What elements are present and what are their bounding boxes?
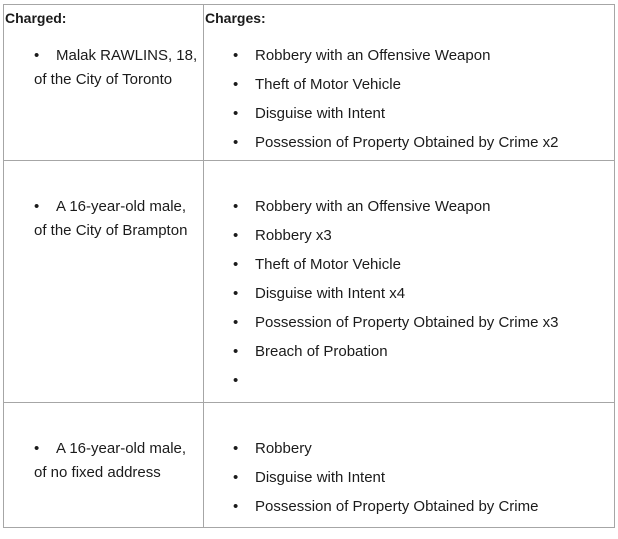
charge-text: Breach of Probation [255, 343, 388, 360]
bullet-icon: • [233, 47, 239, 64]
charges-cell [204, 403, 615, 528]
list-item [204, 369, 614, 398]
bullet-icon: • [233, 469, 239, 486]
charged-cell [4, 161, 204, 403]
bullet-icon: • [233, 285, 239, 302]
charged-cell [4, 403, 204, 528]
list-item [204, 495, 614, 524]
list-item [204, 311, 614, 340]
person-item [4, 437, 203, 485]
list-item [204, 253, 614, 282]
bullet-icon: • [233, 134, 239, 151]
person-location: of the City of Toronto [34, 71, 173, 88]
charges-table [3, 4, 615, 528]
person-item [4, 195, 203, 243]
bullet-icon: • [233, 76, 239, 93]
charge-list [204, 195, 614, 398]
bullet-icon: • [34, 198, 40, 215]
charge-text: Disguise with Intent [255, 469, 386, 486]
charge-text: Possession of Property Obtained by Crime [255, 498, 539, 515]
person-list [4, 195, 203, 243]
charge-list [204, 437, 614, 524]
list-item [204, 131, 614, 160]
charges-cell [204, 161, 615, 403]
bullet-icon: • [233, 314, 239, 331]
list-item [204, 282, 614, 311]
charge-text: Disguise with Intent x4 [255, 285, 406, 302]
bullet-icon: • [233, 498, 239, 515]
person-name: A 16-year-old male, [56, 198, 187, 215]
person-list [4, 437, 203, 485]
charge-text: Possession of Property Obtained by Crime x2 [255, 134, 559, 151]
charges-cell [204, 5, 615, 161]
person-list [4, 44, 203, 92]
charge-text: Robbery with an Offensive Weapon [255, 47, 491, 64]
charge-text: Theft of Motor Vehicle [255, 256, 401, 273]
list-item [204, 44, 614, 73]
list-item [204, 195, 614, 224]
bullet-icon: • [34, 47, 40, 64]
bullet-icon: • [233, 256, 239, 273]
person-location: of the City of Brampton [34, 222, 188, 239]
list-item [204, 102, 614, 131]
bullet-icon: • [233, 105, 239, 122]
person-name: A 16-year-old male, [56, 440, 187, 457]
bullet-icon: • [233, 198, 239, 215]
table-row [4, 403, 615, 528]
bullet-icon: • [233, 343, 239, 360]
charge-text: Robbery [255, 440, 312, 457]
charge-list [204, 44, 614, 160]
bullet-icon: • [233, 372, 239, 389]
person-location: of no fixed address [34, 464, 161, 481]
list-item [204, 340, 614, 369]
bullet-icon: • [34, 440, 40, 457]
list-item [204, 466, 614, 495]
person-item [4, 44, 203, 92]
charge-text: Possession of Property Obtained by Crime x3 [255, 314, 559, 331]
charge-text: Robbery with an Offensive Weapon [255, 198, 491, 215]
charged-cell [4, 5, 204, 161]
list-item [204, 437, 614, 466]
charged-header: Charged: [5, 10, 67, 26]
charge-text: Disguise with Intent [255, 105, 386, 122]
bullet-icon: • [233, 440, 239, 457]
charge-text: Theft of Motor Vehicle [255, 76, 401, 93]
charge-text: Robbery x3 [255, 227, 332, 244]
charges-header: Charges: [205, 10, 266, 26]
list-item [204, 73, 614, 102]
table-row [4, 161, 615, 403]
table-row [4, 5, 615, 161]
list-item [204, 224, 614, 253]
bullet-icon: • [233, 227, 239, 244]
person-name: Malak RAWLINS, 18, [56, 47, 198, 64]
